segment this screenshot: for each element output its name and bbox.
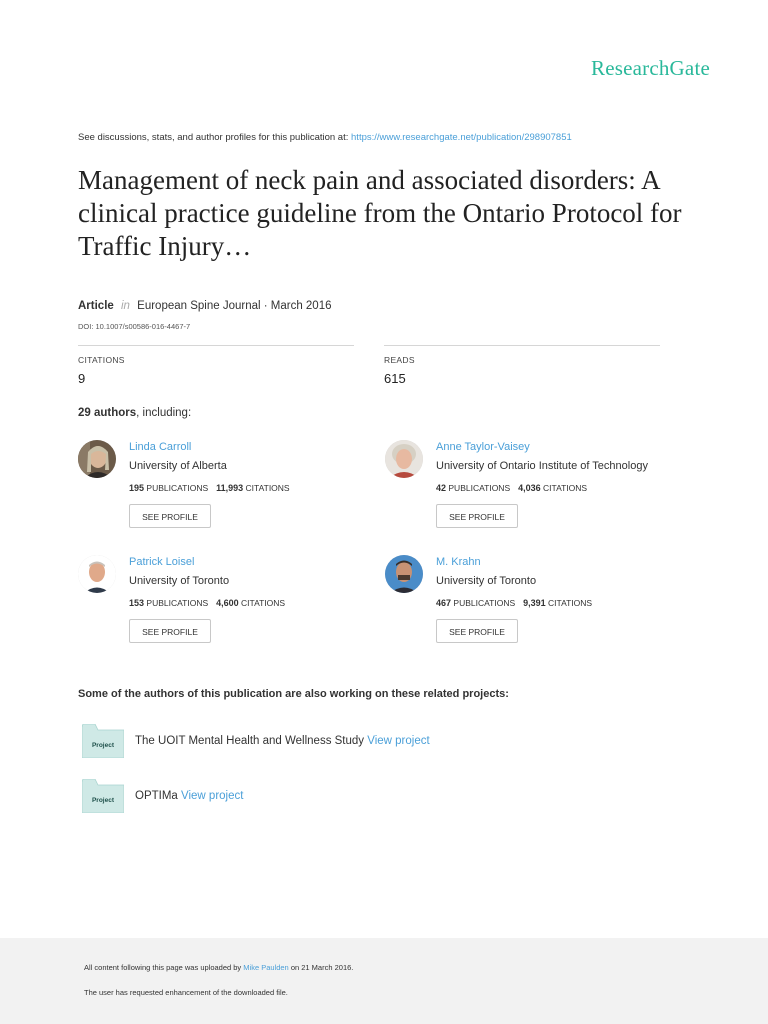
discussion-text: See discussions, stats, and author profiles for this publication at: xyxy=(78,132,349,143)
citations-label: CITATIONS xyxy=(245,483,290,493)
researchgate-logo[interactable]: ResearchGate xyxy=(591,56,710,80)
author-stats xyxy=(436,483,587,493)
project-text xyxy=(135,790,243,802)
project-item xyxy=(82,724,582,760)
citations-label: CITATIONS xyxy=(548,598,593,608)
upload-suffix: on 21 March 2016. xyxy=(290,963,354,972)
author-name[interactable]: M. Krahn xyxy=(436,556,481,568)
avatar[interactable] xyxy=(78,555,116,593)
doi: DOI: 10.1007/s00586-016-4467-7 xyxy=(78,322,191,331)
citations-label: CITATIONS xyxy=(78,355,125,365)
reads-stat xyxy=(384,345,660,386)
author-card xyxy=(385,440,715,550)
author-institution: University of Toronto xyxy=(436,575,537,587)
citations-count: 11,993 xyxy=(216,483,244,493)
reads-value: 615 xyxy=(384,371,406,386)
authors-suffix: , including: xyxy=(136,407,192,419)
author-card xyxy=(385,555,715,665)
publication-meta xyxy=(78,300,332,312)
publications-count: 42 xyxy=(436,483,447,493)
project-text xyxy=(135,735,430,747)
author-stats xyxy=(129,598,285,608)
citations-count: 4,036 xyxy=(518,483,541,493)
authors-heading xyxy=(78,407,191,419)
author-name[interactable]: Patrick Loisel xyxy=(129,556,195,568)
author-card xyxy=(78,440,408,550)
see-profile-button[interactable]: SEE PROFILE xyxy=(129,504,211,528)
publication-title: Management of neck pain and associated disorders: A clinical practice guideline from the Ontario Protocol for Traffic Injury… xyxy=(78,165,682,261)
publications-label: PUBLICATIONS xyxy=(453,598,516,608)
project-name: The UOIT Mental Health and Wellness Study xyxy=(135,735,365,747)
author-institution: University of Alberta xyxy=(129,460,227,472)
citations-stat xyxy=(78,345,354,386)
folder-label: Project xyxy=(91,797,115,804)
see-profile-button[interactable]: SEE PROFILE xyxy=(129,619,211,643)
view-project-link[interactable]: View project xyxy=(367,735,430,747)
citations-value: 9 xyxy=(78,371,86,386)
citations-label: CITATIONS xyxy=(543,483,588,493)
enhancement-note: The user has requested enhancement of the downloaded file. xyxy=(84,988,288,997)
publications-count: 195 xyxy=(129,483,145,493)
upload-note xyxy=(84,963,353,972)
discussion-line xyxy=(78,132,572,143)
citations-label: CITATIONS xyxy=(241,598,286,608)
project-folder-icon xyxy=(82,724,124,758)
view-project-link[interactable]: View project xyxy=(181,790,244,802)
publications-label: PUBLICATIONS xyxy=(146,483,209,493)
author-institution: University of Toronto xyxy=(129,575,230,587)
see-profile-button[interactable]: SEE PROFILE xyxy=(436,619,518,643)
avatar[interactable] xyxy=(78,440,116,478)
upload-prefix: All content following this page was uploaded by xyxy=(84,963,242,972)
citations-count: 9,391 xyxy=(523,598,546,608)
journal-info: European Spine Journal · March 2016 xyxy=(137,300,332,312)
publications-label: PUBLICATIONS xyxy=(146,598,209,608)
author-name[interactable]: Linda Carroll xyxy=(129,441,192,453)
author-stats xyxy=(129,483,290,493)
publications-count: 153 xyxy=(129,598,145,608)
uploader-link[interactable]: Mike Paulden xyxy=(243,963,289,972)
citations-count: 4,600 xyxy=(216,598,239,608)
reads-label: READS xyxy=(384,355,415,365)
see-profile-button[interactable]: SEE PROFILE xyxy=(436,504,518,528)
author-name[interactable]: Anne Taylor-Vaisey xyxy=(436,441,530,453)
footer xyxy=(0,938,768,1024)
folder-label: Project xyxy=(91,742,115,749)
related-projects-heading: Some of the authors of this publication are also working on these related projects: xyxy=(78,688,509,700)
publications-label: PUBLICATIONS xyxy=(448,483,511,493)
author-institution: University of Ontario Institute of Technology xyxy=(436,460,648,472)
publications-count: 467 xyxy=(436,598,452,608)
project-name: OPTIMa xyxy=(135,790,178,802)
author-stats xyxy=(436,598,592,608)
avatar[interactable] xyxy=(385,555,423,593)
in-label: in xyxy=(121,300,130,312)
avatar[interactable] xyxy=(385,440,423,478)
publication-link[interactable]: https://www.researchgate.net/publication/298907851 xyxy=(351,132,572,143)
project-folder-icon xyxy=(82,779,124,813)
author-card xyxy=(78,555,408,665)
publication-type: Article xyxy=(78,300,114,312)
project-item xyxy=(82,779,582,815)
authors-count: 29 authors xyxy=(78,407,137,419)
